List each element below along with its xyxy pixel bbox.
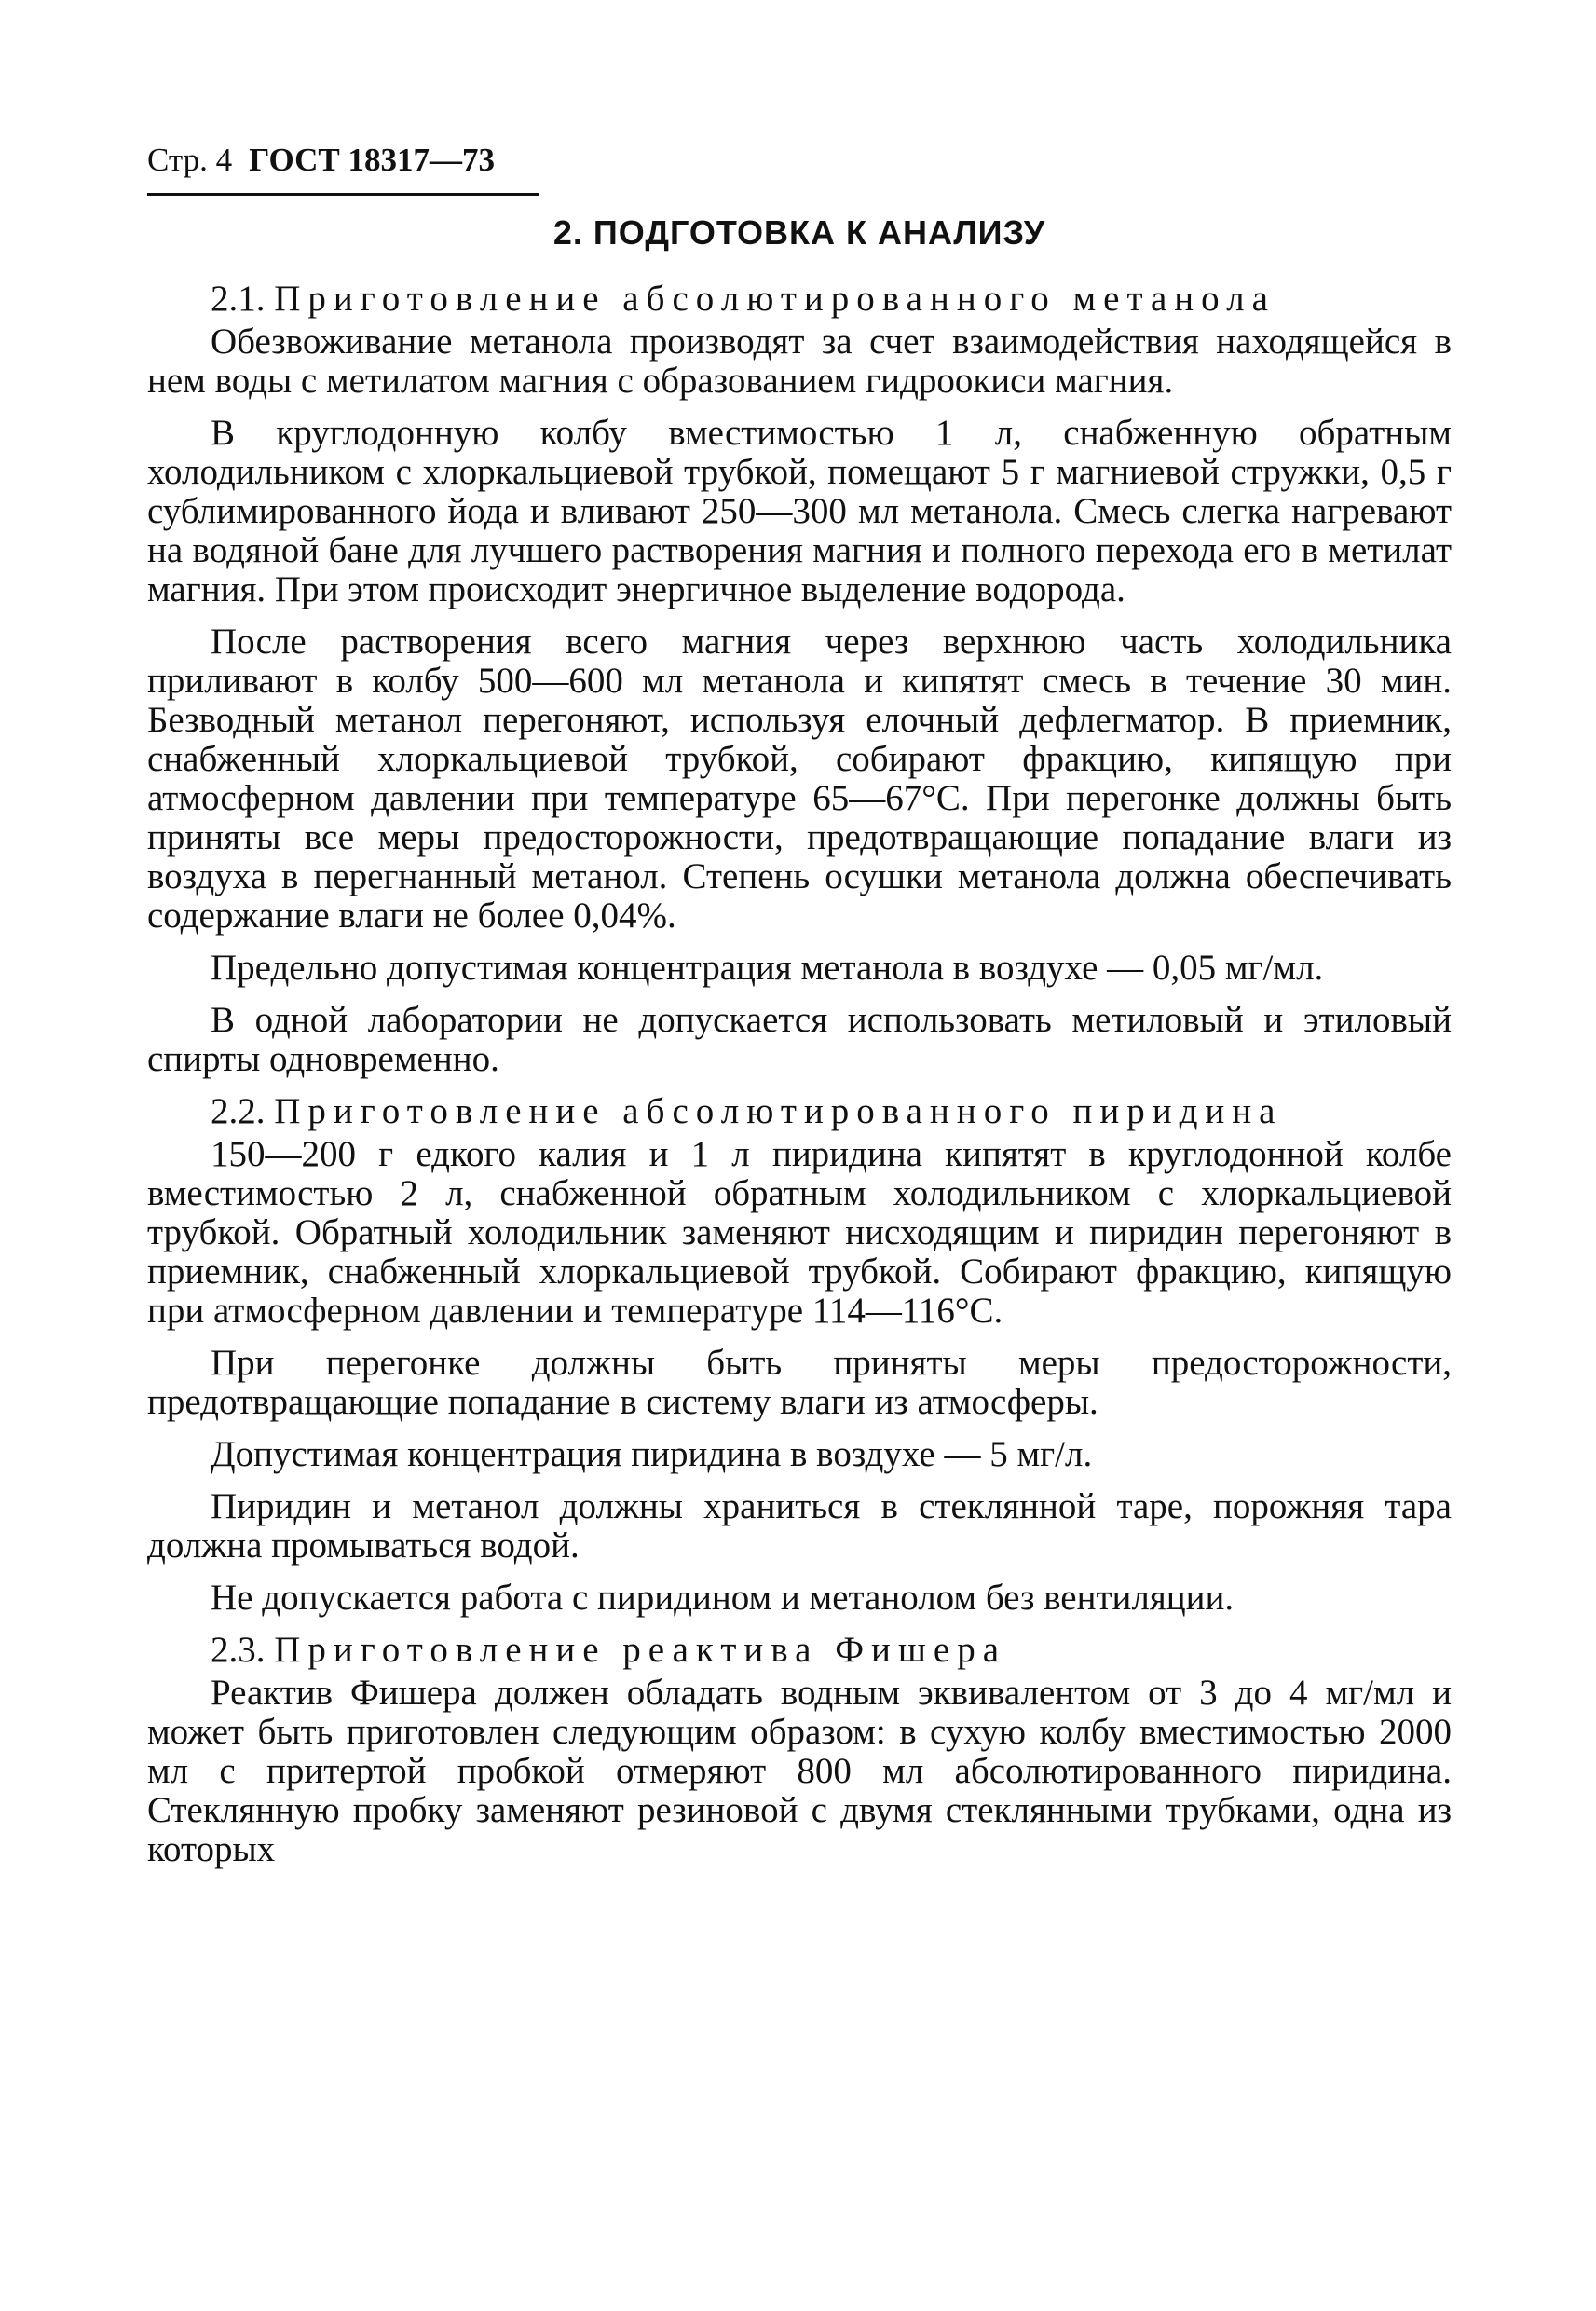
paragraph: В одной лаборатории не допускается использовать метиловый и этиловый спирты одновременно.: [147, 1000, 1452, 1079]
paragraph: В круглодонную колбу вместимостью 1 л, снабженную обратным холодильником с хлоркальциевой трубкой, помещают 5 г магниевой стружки, 0,5 г сублимированного йода и вливают 250—300 мл метанола. Смесь слегка нагревают на водяной бане для лучшего растворения магния и полного перехода его в метилат магния. При этом происходит энергичное выделение водорода.: [147, 413, 1452, 609]
subsection-title: Приготовление абсолютированного метанола: [274, 279, 1275, 319]
paragraph: Не допускается работа с пиридином и метанолом без вентиляции.: [211, 1578, 1235, 1618]
paragraph: Пиридин и метанол должны храниться в стеклянной таре, порожняя тара должна промываться водой.: [147, 1486, 1452, 1566]
subsection-heading: [147, 1631, 1452, 1670]
subsection-heading: [147, 280, 1452, 319]
paragraph: Реактив Фишера должен обладать водным эквивалентом от 3 до 4 мг/мл и может быть приготовлен следующим образом: в сухую колбу вместимостью 2000 мл с притертой пробкой отмеряют 800 мл абсолютированного пиридина. Стеклянную пробку заменяют резиновой с двумя стеклянными трубками, одна из которых: [147, 1673, 1452, 1869]
header-rule: [147, 193, 539, 196]
subsection-title: Приготовление реактива Фишера: [274, 1630, 1007, 1670]
subsection-heading: [147, 1092, 1452, 1131]
paragraph: После растворения всего магния через верхнюю часть холодильника приливают в колбу 500—600 мл метанола и кипятят смесь в течение 30 мин. Безводный метанол перегоняют, используя елочный дефлегматор. В приемник, снабженный хлоркальциевой трубкой, собирают фракцию, кипящую при атмосферном давлении при температуре 65—67°С. При перегонке должны быть приняты все меры предосторожности, предотвращающие попадание влаги из воздуха в перегнанный метанол. Степень осушки метанола должна обеспечивать содержание влаги не более 0,04%.: [147, 622, 1452, 936]
paragraph: Допустимая концентрация пиридина в воздухе — 5 мг/л.: [211, 1434, 1093, 1474]
document-body: [147, 212, 1452, 1882]
subsection-title: Приготовление абсолютированного пиридина: [274, 1091, 1283, 1131]
subsection-number: 2.1.: [211, 279, 266, 319]
paragraph: При перегонке должны быть приняты меры предосторожности, предотвращающие попадание в систему влаги из атмосферы.: [147, 1343, 1452, 1422]
paragraph: Предельно допустимая концентрация метанола в воздухе — 0,05 мг/мл.: [211, 948, 1324, 988]
page-number: Стр. 4: [147, 142, 233, 178]
section-title: 2. ПОДГОТОВКА К АНАЛИЗУ: [552, 213, 1046, 252]
standard-code: ГОСТ 18317—73: [249, 142, 496, 178]
subsection-number: 2.2.: [211, 1091, 266, 1131]
page-header: [147, 140, 495, 181]
subsection-number: 2.3.: [211, 1630, 266, 1670]
paragraph: 150—200 г едкого калия и 1 л пиридина кипятят в круглодонной колбе вместимостью 2 л, снабженной обратным холодильником с хлоркальциевой трубкой. Обратный холодильник заменяют нисходящим и пиридин перегоняют в приемник, снабженный хлоркальциевой трубкой. Собирают фракцию, кипящую при атмосферном давлении и температуре 114—116°С.: [147, 1134, 1452, 1331]
paragraph: Обезвоживание метанола производят за счет взаимодействия находящейся в нем воды с метилатом магния с образованием гидроокиси магния.: [147, 321, 1452, 401]
